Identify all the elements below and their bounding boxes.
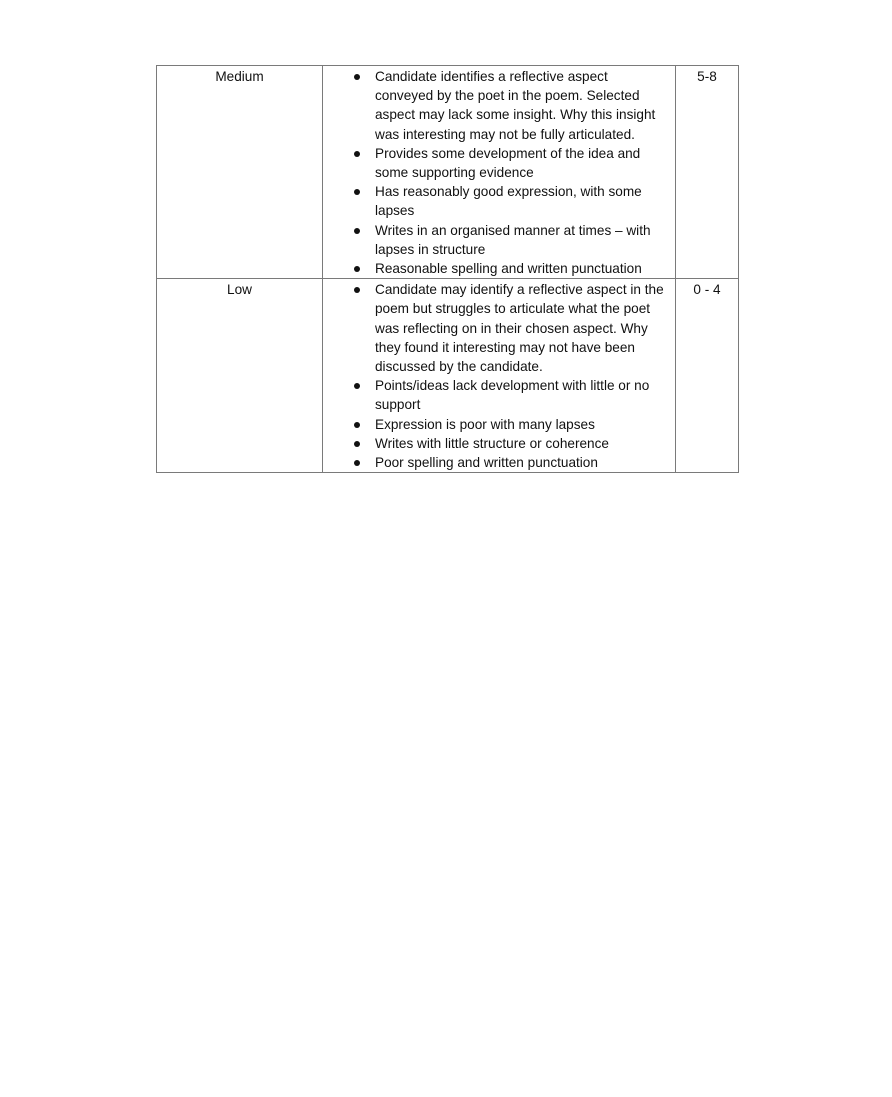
- criteria-cell: [323, 66, 676, 279]
- bullet-icon: [354, 228, 360, 234]
- list-item: [323, 415, 669, 434]
- criterion-text: Poor spelling and written punctuation: [375, 455, 598, 471]
- marks-cell: 0 - 4: [676, 279, 739, 473]
- level-cell: Medium: [157, 66, 323, 279]
- criterion-text: Candidate identifies a reflective aspect conveyed by the poet in the poem. Selected aspect may lack some insight. Why this insight was interesting may not be fully articulated.: [375, 69, 656, 142]
- bullet-icon: [354, 383, 360, 389]
- table-row-low: [157, 279, 739, 473]
- marks-cell: 5-8: [676, 66, 739, 279]
- criterion-text: Has reasonably good expression, with some lapses: [375, 184, 642, 219]
- criterion-text: Reasonable spelling and written punctuation: [375, 261, 642, 277]
- table-row-medium: [157, 66, 739, 279]
- bullet-icon: [354, 189, 360, 195]
- criterion-text: Expression is poor with many lapses: [375, 416, 595, 432]
- bullet-icon: [354, 460, 360, 466]
- criterion-text: Points/ideas lack development with little or no support: [375, 378, 650, 413]
- list-item: [323, 221, 669, 259]
- criterion-text: Provides some development of the idea and some supporting evidence: [375, 145, 641, 181]
- bullet-icon: [354, 151, 360, 157]
- criterion-text: Writes with little structure or coherence: [375, 435, 609, 451]
- bullet-icon: [354, 441, 360, 447]
- list-item: [323, 144, 669, 182]
- bullet-icon: [354, 287, 360, 293]
- criteria-list: [323, 279, 675, 472]
- marking-rubric-table: [156, 65, 739, 473]
- list-item: [323, 376, 669, 414]
- level-cell: Low: [157, 279, 323, 473]
- list-item: [323, 67, 669, 144]
- criteria-list: [323, 66, 675, 278]
- criteria-cell: [323, 279, 676, 473]
- list-item: [323, 280, 669, 376]
- bullet-icon: [354, 74, 360, 80]
- bullet-icon: [354, 266, 360, 272]
- bullet-icon: [354, 422, 360, 428]
- list-item: [323, 434, 669, 453]
- list-item: [323, 259, 669, 278]
- list-item: [323, 182, 669, 220]
- criterion-text: Candidate may identify a reflective aspect in the poem but struggles to articulate what the poet was reflecting on in their chosen aspect. Why they found it interesting may not have been discussed by the candidate.: [375, 282, 664, 375]
- criterion-text: Writes in an organised manner at times – with lapses in structure: [375, 222, 651, 257]
- list-item: [323, 453, 669, 472]
